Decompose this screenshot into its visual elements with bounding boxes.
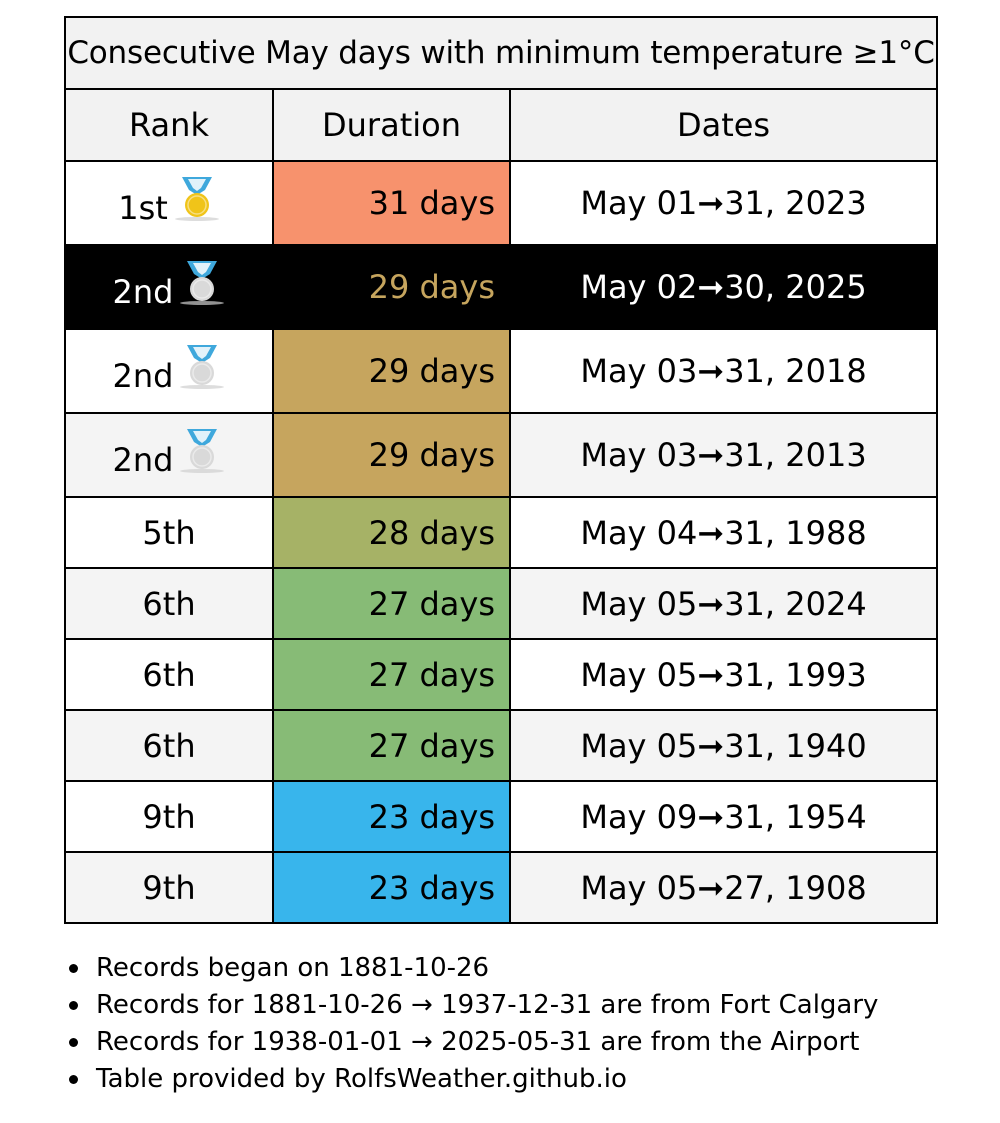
table-row — [65, 568, 937, 639]
table-row — [65, 497, 937, 568]
duration-cell: 27 days — [273, 710, 510, 781]
duration-cell: 27 days — [273, 568, 510, 639]
header-row — [65, 89, 937, 161]
dates-cell: May 03➞31, 2018 — [510, 329, 937, 413]
rank-cell — [65, 245, 273, 329]
duration-cell: 31 days — [273, 161, 510, 245]
rank-cell — [65, 161, 273, 245]
title-row — [65, 17, 937, 89]
silver-medal-icon — [179, 343, 225, 391]
bullet-icon — [69, 1001, 78, 1010]
rank-cell — [65, 329, 273, 413]
table-row — [65, 161, 937, 245]
duration-cell: 29 days — [273, 329, 510, 413]
rank-cell — [65, 497, 273, 568]
bullet-icon — [69, 1038, 78, 1047]
note-text: Records for 1881-10-26 → 1937-12-31 are from Fort Calgary — [96, 990, 879, 1020]
note-item — [96, 1061, 878, 1098]
dates-cell: May 04➞31, 1988 — [510, 497, 937, 568]
note-item — [96, 987, 878, 1024]
dates-cell: May 02➞30, 2025 — [510, 245, 937, 329]
duration-cell: 23 days — [273, 781, 510, 852]
rank-label: 6th — [142, 584, 196, 623]
rank-cell — [65, 710, 273, 781]
note-text: Records began on 1881-10-26 — [96, 953, 490, 983]
bullet-icon — [69, 1075, 78, 1084]
rank-cell — [65, 413, 273, 497]
table-body — [65, 161, 937, 923]
rank-cell — [65, 568, 273, 639]
column-header-duration: Duration — [273, 89, 510, 161]
silver-medal-icon — [179, 427, 225, 475]
bullet-icon — [69, 964, 78, 973]
rank-label: 6th — [142, 655, 196, 694]
rank-label: 9th — [142, 868, 196, 907]
dates-cell: May 05➞27, 1908 — [510, 852, 937, 923]
notes-list — [96, 950, 878, 1098]
dates-cell: May 09➞31, 1954 — [510, 781, 937, 852]
table-row — [65, 710, 937, 781]
gold-medal-icon — [174, 175, 220, 223]
silver-medal-icon — [179, 259, 225, 307]
table-row — [65, 413, 937, 497]
table-row — [65, 329, 937, 413]
rank-cell — [65, 852, 273, 923]
duration-cell: 28 days — [273, 497, 510, 568]
duration-cell: 29 days — [273, 413, 510, 497]
table-row — [65, 245, 937, 329]
rank-label: 5th — [142, 513, 196, 552]
column-header-rank: Rank — [65, 89, 273, 161]
records-table — [64, 16, 938, 924]
dates-cell: May 01➞31, 2023 — [510, 161, 937, 245]
rank-label: 2nd — [112, 357, 174, 395]
table-title: Consecutive May days with minimum temperature ≥1°C — [65, 17, 937, 89]
dates-cell: May 05➞31, 2024 — [510, 568, 937, 639]
rank-label: 6th — [142, 726, 196, 765]
duration-cell: 23 days — [273, 852, 510, 923]
dates-cell: May 05➞31, 1940 — [510, 710, 937, 781]
note-item — [96, 950, 878, 987]
note-text: Records for 1938-01-01 → 2025-05-31 are from the Airport — [96, 1027, 860, 1057]
table-row — [65, 781, 937, 852]
duration-cell: 27 days — [273, 639, 510, 710]
dates-cell: May 03➞31, 2013 — [510, 413, 937, 497]
rank-label: 2nd — [112, 441, 174, 479]
note-item — [96, 1024, 878, 1061]
rank-cell — [65, 781, 273, 852]
note-text: Table provided by RolfsWeather.github.io — [96, 1064, 627, 1094]
dates-cell: May 05➞31, 1993 — [510, 639, 937, 710]
rank-label: 2nd — [112, 273, 174, 311]
duration-cell: 29 days — [273, 245, 510, 329]
table-row — [65, 852, 937, 923]
rank-cell — [65, 639, 273, 710]
rank-label: 9th — [142, 797, 196, 836]
table-row — [65, 639, 937, 710]
rank-label: 1st — [118, 189, 168, 227]
column-header-dates: Dates — [510, 89, 937, 161]
